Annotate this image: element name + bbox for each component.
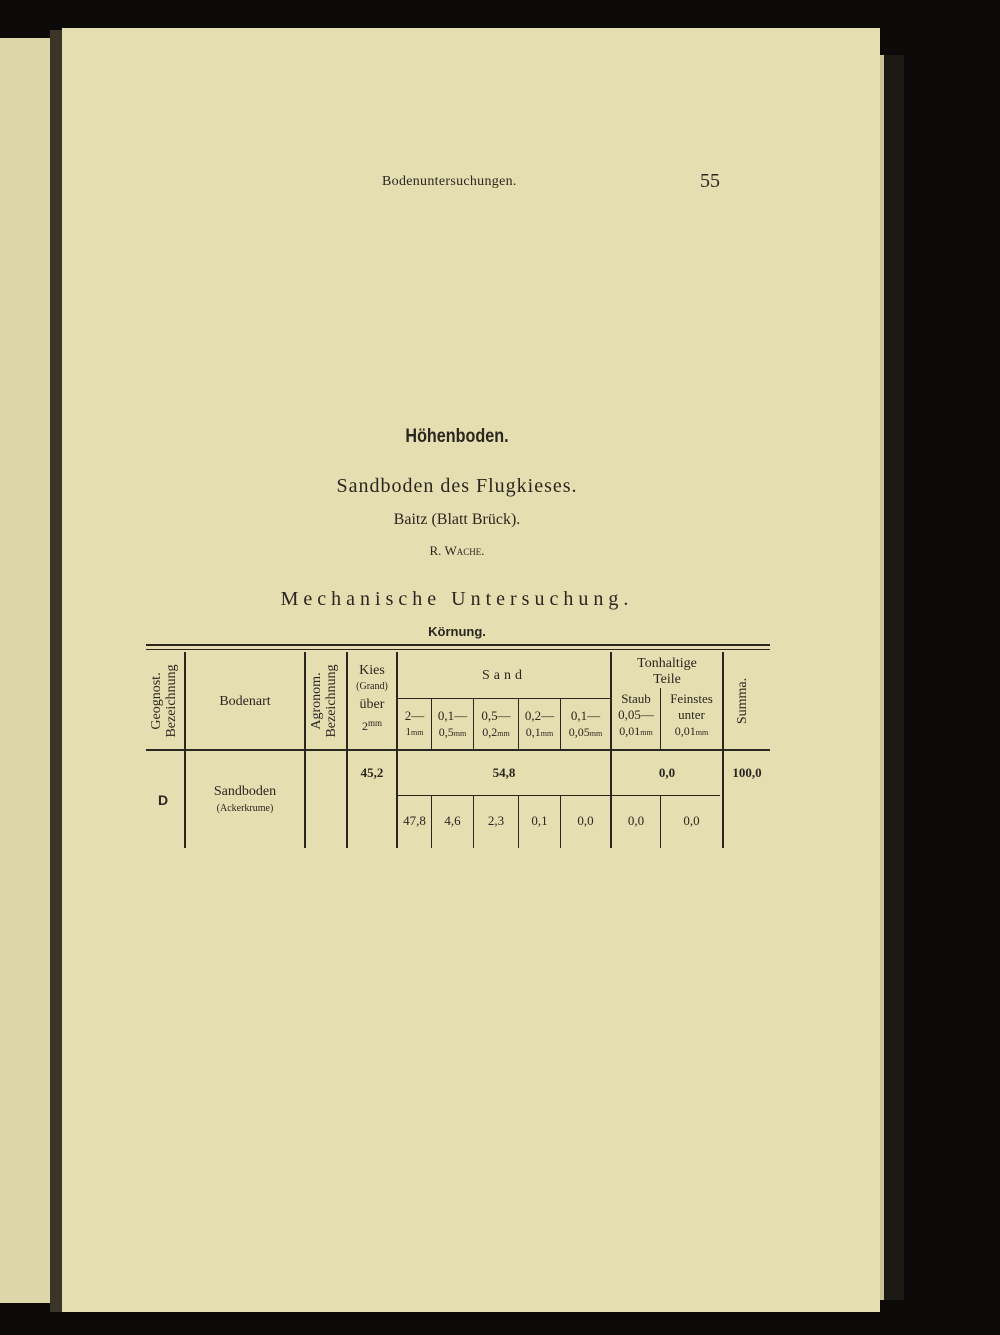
header-staub: Staub 0,05— 0,01mm	[618, 691, 654, 738]
header-sand: Sand	[482, 668, 526, 683]
sand-col-4: 0,2— 0,1mm	[524, 708, 555, 739]
cell-kies: 45,2	[360, 765, 384, 780]
page-number: 55	[700, 170, 720, 192]
sand-col-5: 0,1— 0,05mm	[568, 708, 603, 739]
header-tonhaltige: Tonhaltige Teile	[637, 656, 697, 687]
col-rule-2	[304, 652, 306, 848]
cell-sand-total: 54,8	[492, 765, 516, 780]
location: Baitz (Blatt Brück).	[393, 511, 521, 528]
table-top-rule	[146, 644, 770, 646]
cell-sand-1: 47,8	[403, 813, 426, 828]
sand-sub-rule	[398, 698, 610, 699]
author: R. Wache.	[429, 543, 485, 558]
cell-geognost: D	[158, 792, 169, 808]
cell-sand-4: 0,1	[531, 813, 548, 828]
left-page-edge	[0, 38, 56, 1303]
header-agronom: Agronom. Bezeichnung	[309, 664, 339, 738]
header-summa: Summa.	[735, 677, 750, 725]
cell-sand-5: 0,0	[577, 813, 594, 828]
subsection-heading: Körnung.	[428, 624, 486, 639]
sand-col-2: 0,1— 0,5mm	[437, 708, 468, 739]
header-kies: Kies (Grand) über $2^{mm}$	[356, 663, 388, 733]
subtitle: Sandboden des Flugkieses.	[336, 475, 578, 497]
section-heading: Mechanische Untersuchung.	[280, 588, 634, 610]
cell-sand-3: 2,3	[487, 813, 505, 828]
page-title: Höhenboden.	[405, 426, 509, 447]
sand-col-1: 2— 1mm	[404, 708, 425, 738]
cell-staub: 0,0	[627, 813, 645, 828]
table-top-rule-2	[146, 649, 770, 650]
cell-summa: 100,0	[732, 765, 762, 780]
col-rule-1	[184, 652, 186, 848]
header-geognost: Geognost. Bezeichnung	[149, 664, 179, 738]
book-page	[62, 28, 880, 1312]
book-gutter	[50, 30, 62, 1312]
header-bodenart: Bodenart	[219, 694, 271, 709]
cell-sand-2: 4,6	[444, 813, 461, 828]
running-head: Bodenuntersuchungen.	[382, 174, 517, 189]
cell-bodenart: Sandboden (Ackerkrume)	[213, 784, 277, 814]
sand-col-3: 0,5— 0,2mm	[481, 708, 511, 739]
cell-feinstes: 0,0	[683, 813, 700, 828]
header-feinstes: Feinstes unter 0,01mm	[670, 691, 713, 738]
body-sub-rule	[398, 795, 720, 796]
cell-ton-total: 0,0	[658, 765, 676, 780]
col-rule-6	[722, 652, 724, 848]
right-page-edge	[880, 55, 904, 1300]
header-bottom-rule	[146, 749, 770, 751]
